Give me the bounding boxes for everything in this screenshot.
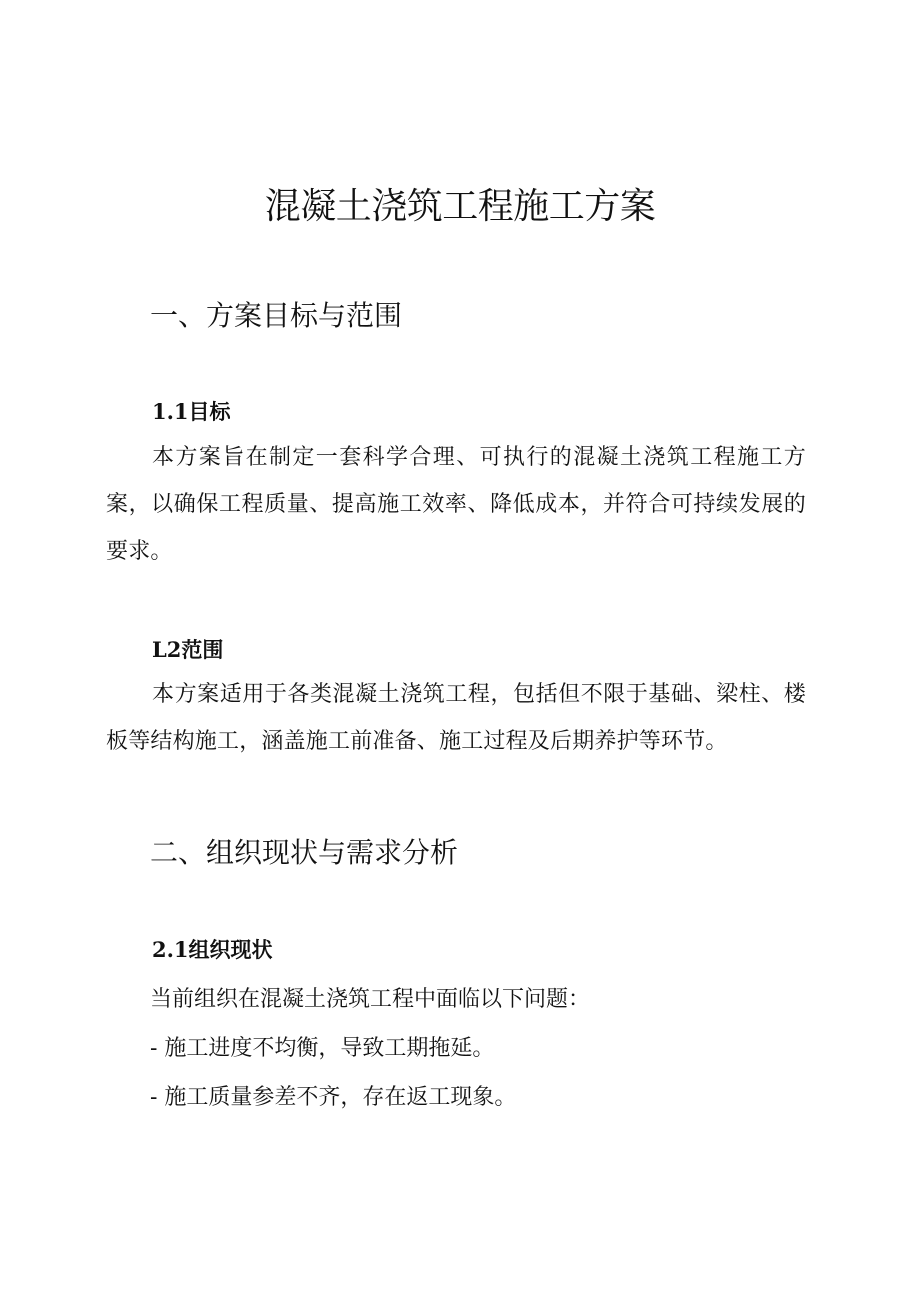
paragraph-scope: 本方案适用于各类混凝土浇筑工程，包括但不限于基础、梁柱、楼板等结构施工，涵盖施工前准备、施工过程及后期养护等环节。 bbox=[106, 682, 806, 754]
list-item: - 施工进度不均衡，导致工期拖延。 bbox=[150, 1036, 495, 1061]
section-heading-2: 二、组织现状与需求分析 bbox=[150, 836, 459, 869]
subsection-heading-1-2: L2范围 bbox=[152, 637, 224, 662]
subsection-heading-1-1: 1.1目标 bbox=[152, 399, 231, 424]
subsection-heading-2-1: 2.1组织现状 bbox=[152, 937, 273, 962]
list-item: - 施工质量参差不齐，存在返工现象。 bbox=[150, 1085, 517, 1110]
paragraph-status-intro: 当前组织在混凝土浇筑工程中面临以下问题： bbox=[150, 987, 591, 1012]
paragraph-goal: 本方案旨在制定一套科学合理、可执行的混凝土浇筑工程施工方案，以确保工程质量、提高施工效率、降低成本，并符合可持续发展的要求。 bbox=[106, 445, 806, 564]
section-heading-1: 一、方案目标与范围 bbox=[150, 299, 403, 332]
document-title: 混凝土浇筑工程施工方案 bbox=[264, 186, 656, 227]
